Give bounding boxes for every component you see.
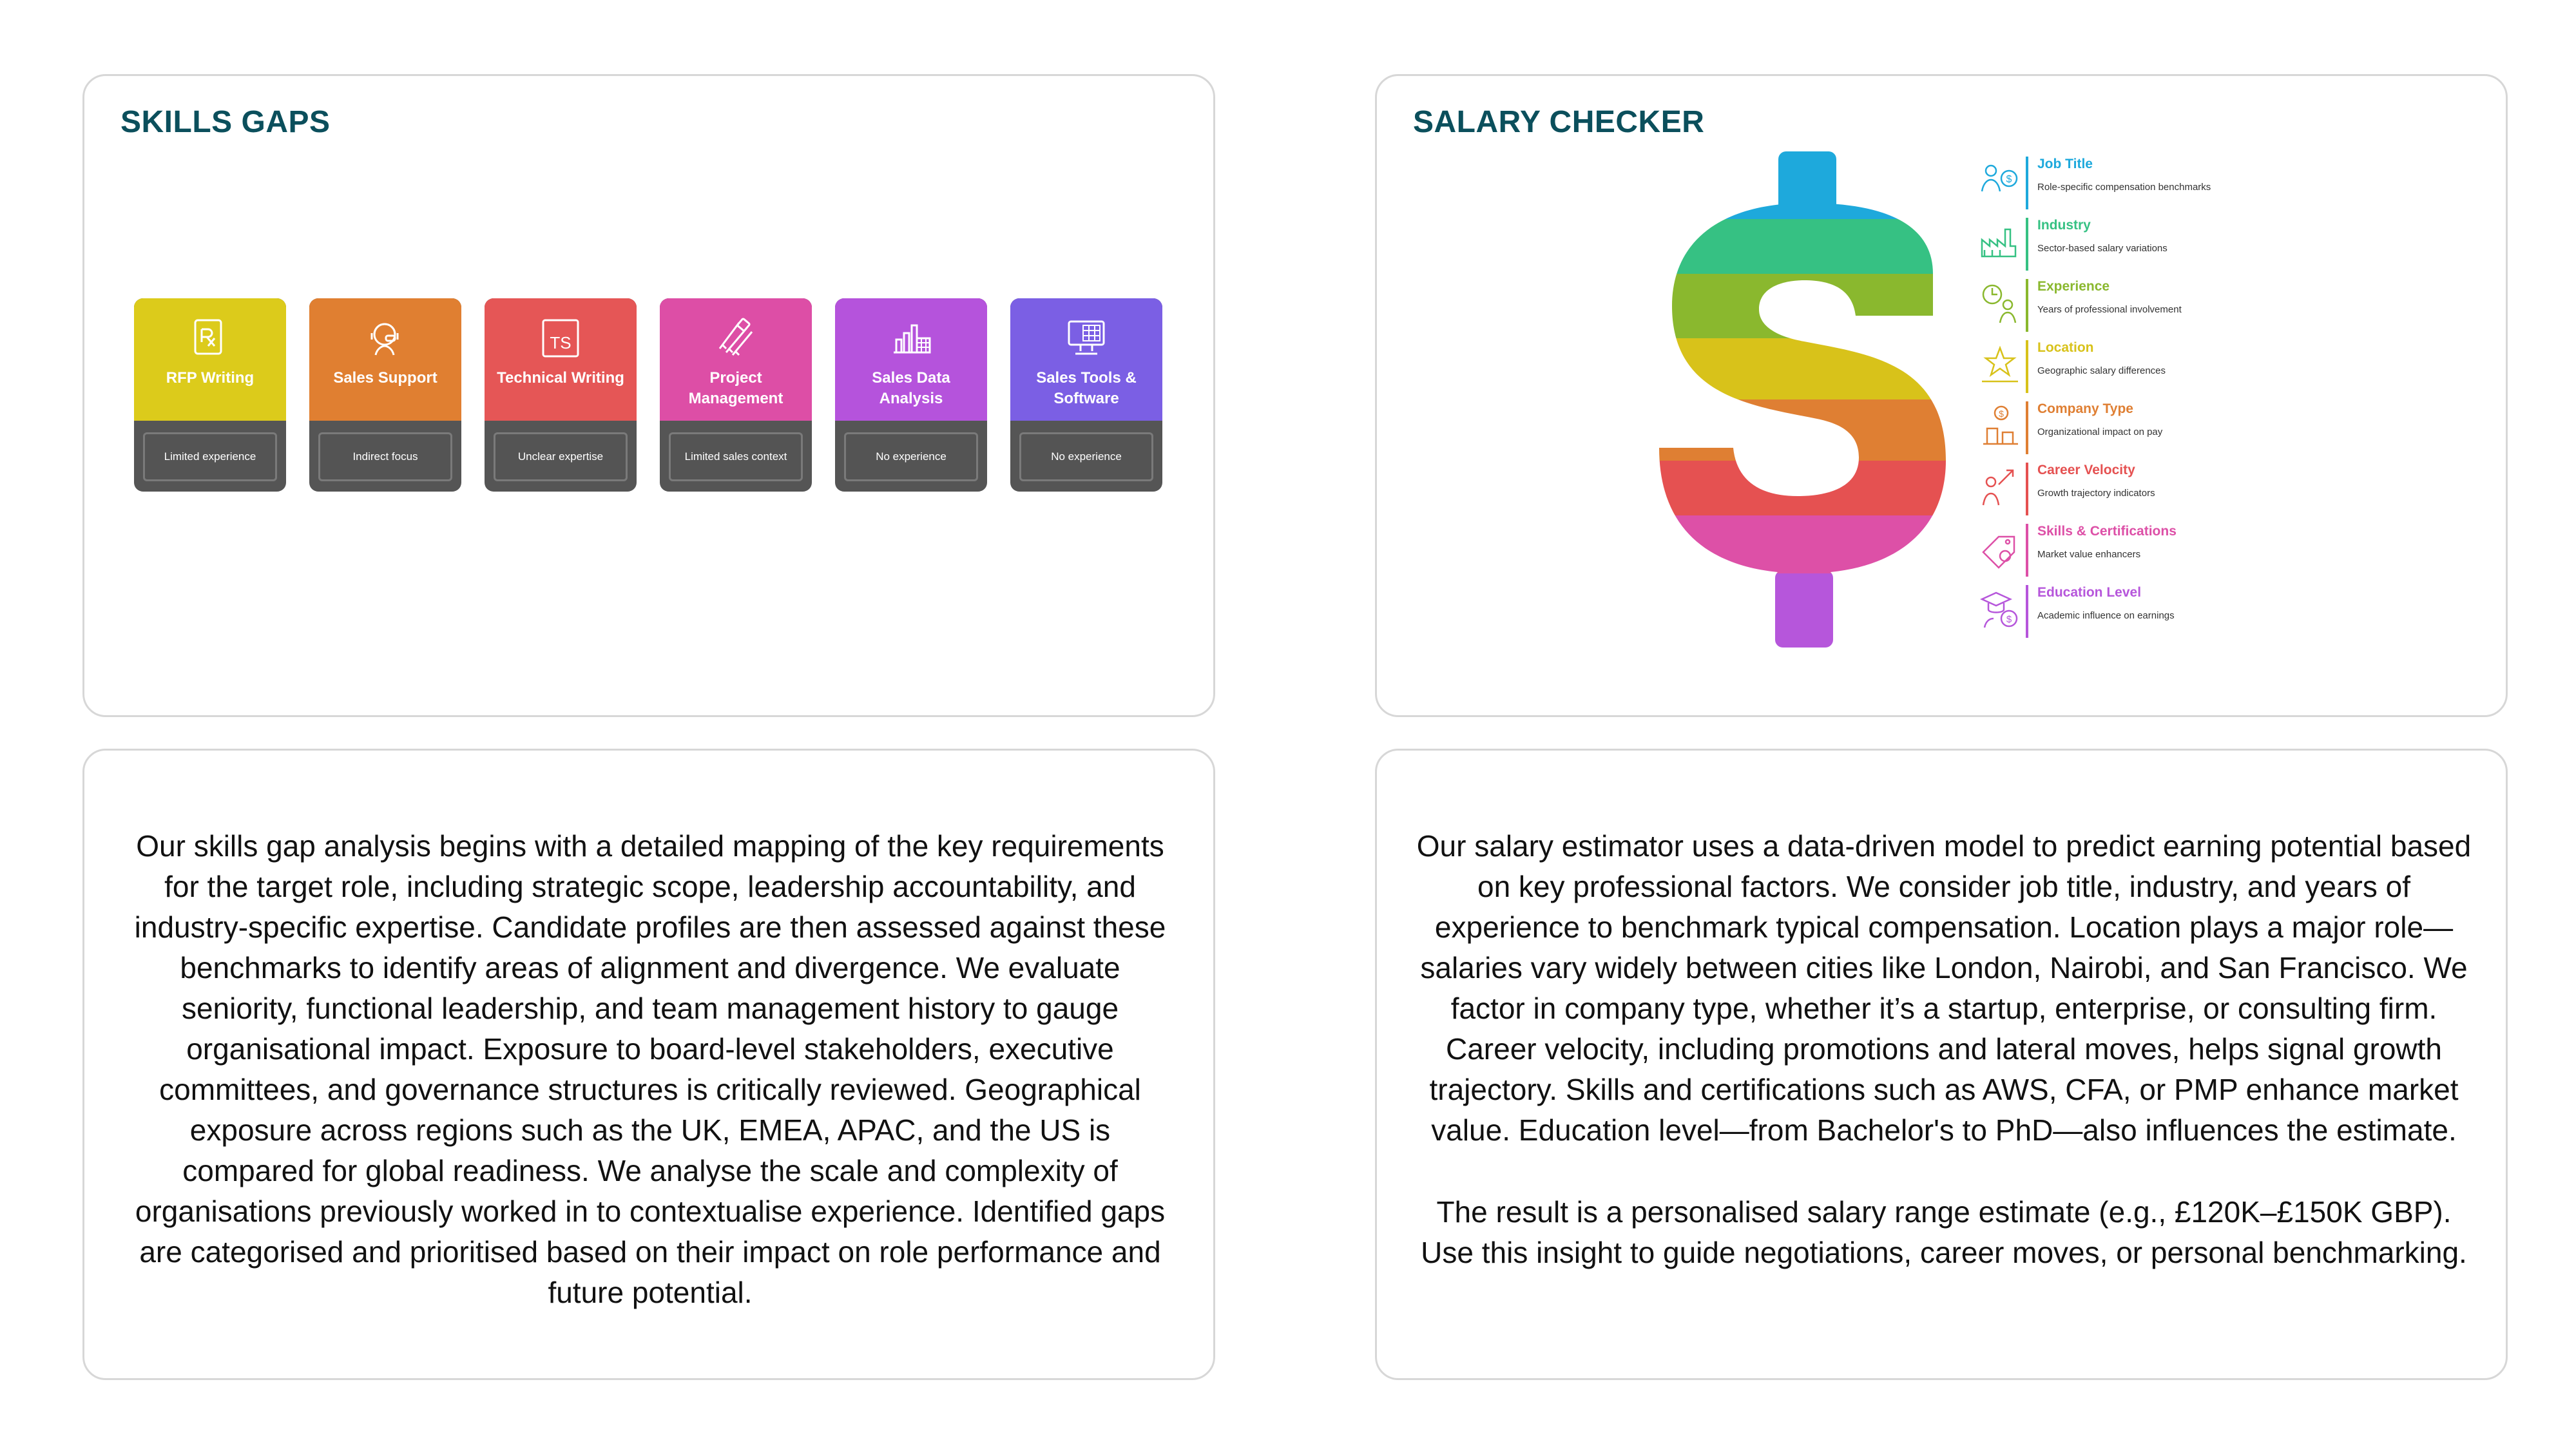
skill-tile-header [1010, 298, 1162, 421]
skills-gap-description: Our skills gap analysis begins with a detailed mapping of the key requirements for the target role, including strategic scope, leadership accountability, and industry-specific expertise. Candidate profiles are then assessed against these benchmarks to identify areas of alignment and divergence. We evaluate seniority, functional leadership, and team management history to gauge organisational impact. Exposure to board-level stakeholders, executive committees, and governance structures is critically reviewed. Geographical exposure across regions such as the UK, EMEA, APAC, and the US is compared for global readiness. We analyse the scale and complexity of organisations previously worked in to contextualise experience. Identified gaps are categorised and prioritised based on their impact on role performance and future potential. [134, 829, 1166, 1309]
skill-tile-label: Sales Data Analysis [872, 369, 950, 407]
salary-factor-title: Company Type [2037, 401, 2133, 416]
bar-chart-table-icon [889, 316, 934, 361]
salary-checker-title: SALARY CHECKER [1413, 105, 1705, 139]
skill-tile-header [835, 298, 987, 421]
skill-tile-label: RFP Writing [166, 369, 255, 387]
factor-divider [2026, 401, 2028, 454]
salary-factor [1979, 279, 2250, 337]
skills-gaps-card [82, 74, 1215, 717]
tools-icon [713, 316, 758, 361]
factor-divider [2026, 585, 2028, 638]
salary-factor-description: Geographic salary differences [2037, 365, 2166, 376]
skill-tile-header [660, 298, 812, 421]
location-star-icon [1979, 343, 2021, 389]
skill-tile-status: Indirect focus [318, 432, 452, 481]
factory-icon [1979, 220, 2021, 267]
skill-tile [309, 298, 461, 492]
salary-factor-title: Industry [2037, 218, 2091, 233]
salary-factor-title: Skills & Certifications [2037, 524, 2177, 539]
salary-result-description: The result is a personalised salary range estimate (e.g., £120K–£150K GBP). Use this insight to guide negotiations, career moves, or personal benchmarking. [1421, 1195, 2467, 1269]
skill-tile-label: Sales Tools & Software [1036, 369, 1137, 407]
skill-tile-header [309, 298, 461, 421]
graduate-money-icon [1979, 588, 2021, 634]
skill-tile [660, 298, 812, 492]
salary-factor [1979, 585, 2250, 643]
salary-factor [1979, 157, 2250, 215]
skill-tile-header [485, 298, 637, 421]
svg-text:$: $ [2006, 614, 2012, 625]
factor-divider [2026, 463, 2028, 515]
dollar-sign-graphic [1649, 151, 1959, 648]
computer-table-icon [1064, 316, 1109, 361]
svg-text:$: $ [2006, 174, 2012, 185]
salary-factor-description: Organizational impact on pay [2037, 427, 2163, 437]
salary-factor-description: Growth trajectory indicators [2037, 488, 2155, 499]
factor-divider [2026, 157, 2028, 209]
salary-factor-title: Education Level [2037, 585, 2142, 600]
factor-divider [2026, 279, 2028, 332]
skill-tile-status: No experience [844, 432, 978, 481]
salary-factor-description: Sector-based salary variations [2037, 243, 2167, 254]
factor-divider [2026, 524, 2028, 577]
person-money-icon [1979, 159, 2021, 206]
factor-divider [2026, 218, 2028, 271]
skill-tile-label: Technical Writing [497, 369, 624, 387]
skill-tile-status: Limited experience [143, 432, 277, 481]
skill-tile [485, 298, 637, 492]
salary-description-card [1375, 749, 2508, 1380]
clock-person-icon [1979, 282, 2021, 328]
salary-factor-description: Market value enhancers [2037, 549, 2141, 560]
certificate-gear-icon [1979, 526, 2021, 573]
salary-factor-description: Years of professional involvement [2037, 304, 2182, 315]
skill-tile-status: Limited sales context [669, 432, 803, 481]
salary-factor [1979, 218, 2250, 276]
salary-estimator-description: Our salary estimator uses a data-driven model to predict earning potential based on key professional factors. We consider job title, industry, and years of experience to benchmark typical compensation. Location plays a major role—salaries vary widely between cities like London, Nairobi, and San Francisco. We factor in company type, whether it’s a startup, enterprise, or consulting firm. Career velocity, including promotions and lateral moves, helps signal growth trajectory. Skills and certifications such as AWS, CFA, or PMP enhance market value. Education level—from Bachelor's to PhD—also influences the estimate. [1416, 829, 2472, 1147]
skill-tile-status: Unclear expertise [494, 432, 628, 481]
salary-factor [1979, 524, 2250, 582]
typescript-doc-icon [538, 316, 583, 361]
skills-description-card [82, 749, 1215, 1380]
salary-factor-title: Career Velocity [2037, 463, 2135, 477]
skill-tile [835, 298, 987, 492]
skill-tile-label: Sales Support [333, 369, 437, 387]
svg-text:TS: TS [550, 333, 572, 352]
prescription-doc-icon [187, 316, 233, 361]
salary-factor [1979, 463, 2250, 521]
salary-factor [1979, 340, 2250, 398]
salary-factor-description: Academic influence on earnings [2037, 610, 2175, 621]
skill-tile-label: Project Management [688, 369, 783, 407]
salary-factor-title: Job Title [2037, 157, 2093, 171]
svg-text:$: $ [1999, 408, 2004, 419]
skill-tile-status: No experience [1019, 432, 1153, 481]
growth-person-icon [1979, 465, 2021, 512]
skill-tile [134, 298, 286, 492]
building-money-icon [1979, 404, 2021, 450]
salary-factor-title: Experience [2037, 279, 2110, 294]
salary-factor-title: Location [2037, 340, 2094, 355]
salary-factor [1979, 401, 2250, 459]
salary-factor-description: Role-specific compensation benchmarks [2037, 182, 2211, 193]
factor-divider [2026, 340, 2028, 393]
skills-gaps-title: SKILLS GAPS [120, 105, 331, 139]
skill-tile-header [134, 298, 286, 421]
skill-tile [1010, 298, 1162, 492]
headset-user-icon [363, 316, 408, 361]
